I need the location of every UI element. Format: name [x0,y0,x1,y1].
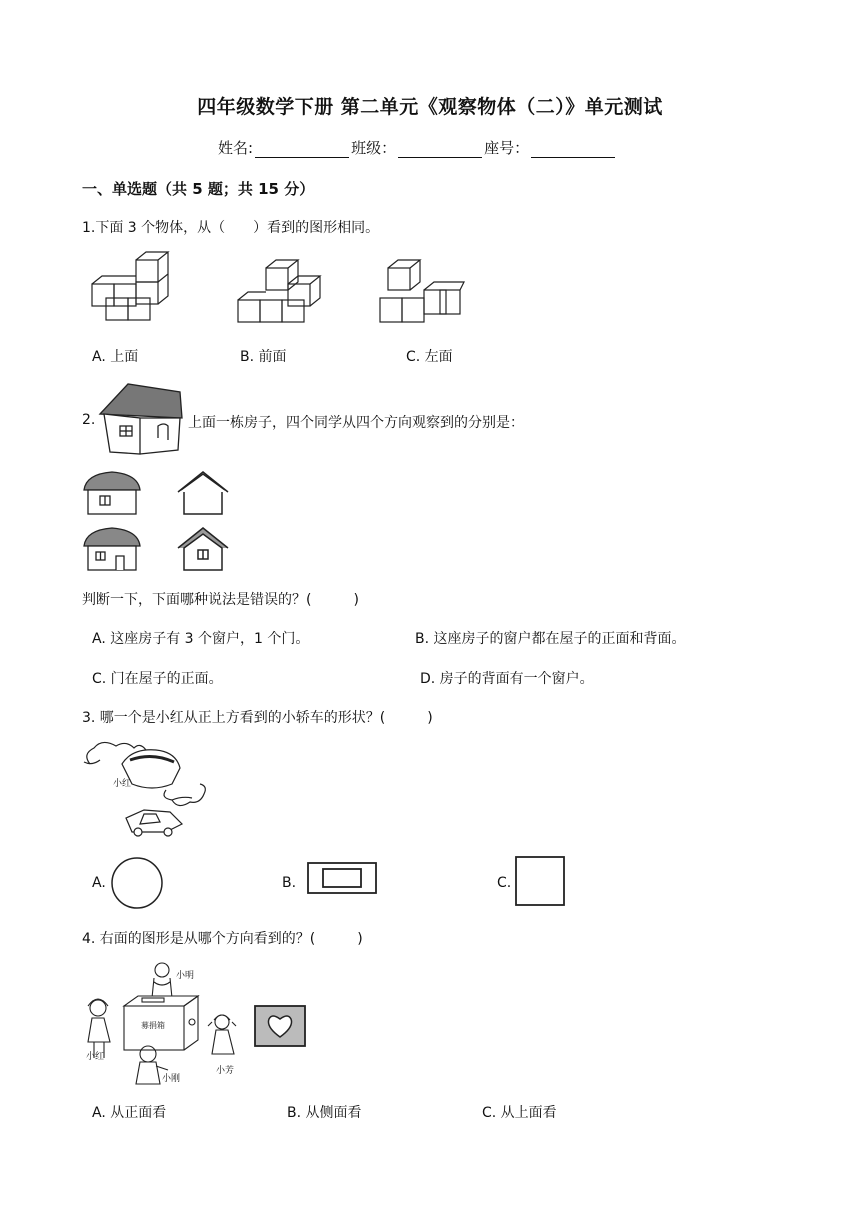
q2-view-front [82,470,142,518]
student-info-line [218,137,617,158]
q3-option-b[interactable]: B. [282,875,297,891]
q2-view-side-window [176,526,230,574]
q4-stem: 4. 右面的图形是从哪个方向看到的？( ) [82,931,363,947]
q3-option-a[interactable]: A. [92,875,106,891]
q4-label-xiaogang: 小刚 [162,1074,181,1084]
q2-view-side-outline [176,470,230,518]
class-label: 班级： [351,139,397,157]
class-blank[interactable] [398,141,482,158]
q1-cube-figure-a [90,258,170,328]
q2-judge-prompt: 判断一下，下面哪种说法是错误的？( ) [82,592,359,608]
q3-balloon-car-image [82,738,212,850]
q1-option-a[interactable]: A. 上面 [92,349,139,365]
name-blank[interactable] [255,141,349,158]
q2-option-d[interactable]: D. 房子的背面有一个窗户。 [420,671,594,687]
q1-option-c[interactable]: C. 左面 [406,349,453,365]
q2-number: 2. [82,412,96,428]
q1-cube-figure-c [378,264,464,328]
q3-label-xiaohong: 小红 [113,779,132,789]
q2-stem: 上面一栋房子，四个同学从四个方向观察到的分别是： [188,415,524,431]
seat-blank[interactable] [531,141,615,158]
q4-label-xiaofang: 小芳 [216,1066,235,1076]
q1-option-b[interactable]: B. 前面 [240,349,287,365]
q4-option-b[interactable]: B. 从侧面看 [287,1105,362,1121]
q4-label-xiaoming: 小明 [176,971,195,981]
q1-cube-figure-b [236,264,320,328]
q2-option-b[interactable]: B. 这座房子的窗户都在屋子的正面和背面。 [415,631,686,647]
q1-stem: 1.下面 3 个物体，从（ ）看到的图形相同。 [82,220,380,236]
q4-heart-view-figure [254,1005,306,1047]
q3-circle-shape [110,856,164,910]
q3-rectangle-shape [307,862,379,896]
q4-box-label: 募捐箱 [141,1021,165,1030]
q2-view-back [82,526,142,574]
q2-house-image [96,378,186,456]
q2-option-a[interactable]: A. 这座房子有 3 个窗户，1 个门。 [92,631,310,647]
q3-square-shape [515,856,567,908]
section-heading: 一、单选题（共 5 题；共 15 分） [82,180,315,198]
page-title: 四年级数学下册 第二单元《观察物体（二）》单元测试 [197,96,663,118]
q4-option-c[interactable]: C. 从上面看 [482,1105,557,1121]
q2-option-c[interactable]: C. 门在屋子的正面。 [92,671,223,687]
seat-label: 座号： [484,139,530,157]
q4-label-xiaohong: 小红 [86,1052,105,1062]
q3-option-c[interactable]: C. [497,875,512,891]
q3-stem: 3. 哪一个是小红从正上方看到的小轿车的形状？( ) [82,710,433,726]
name-label: 姓名: [218,139,254,157]
q4-option-a[interactable]: A. 从正面看 [92,1105,167,1121]
